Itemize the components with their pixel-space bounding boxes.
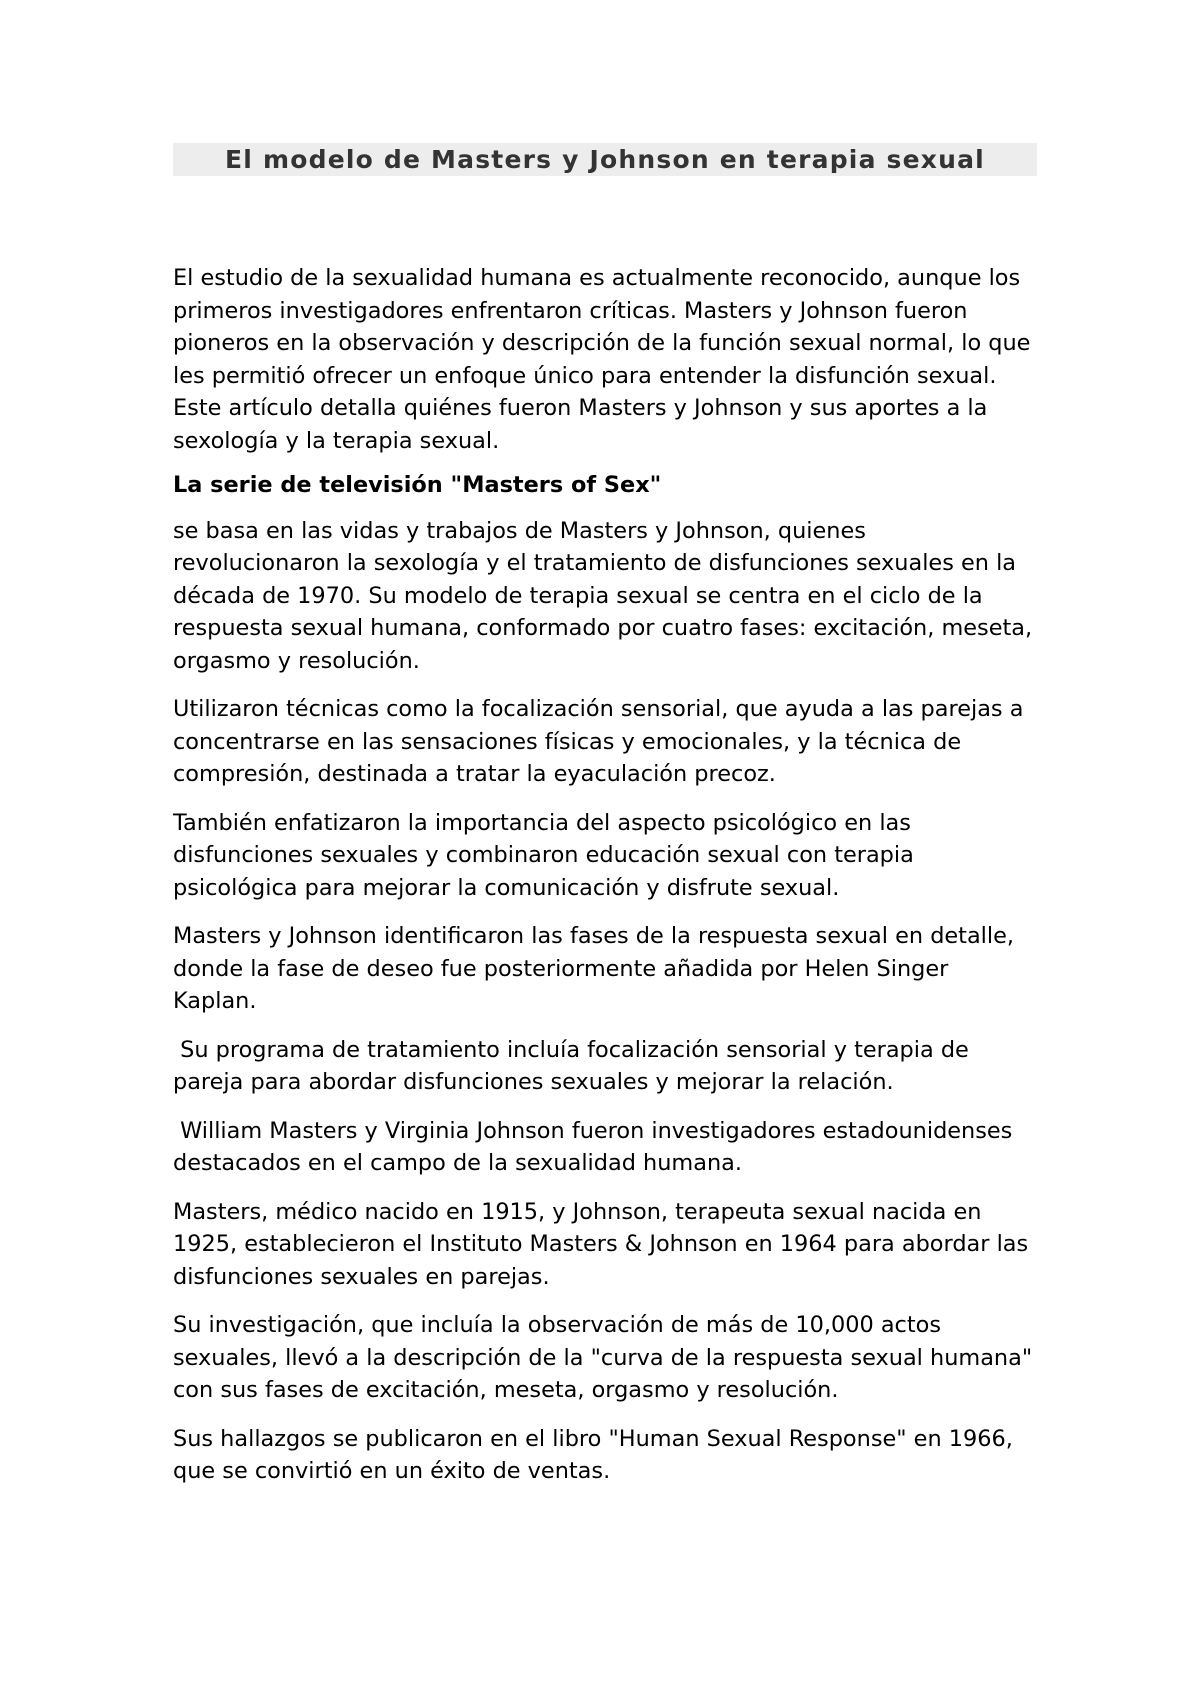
intro-paragraph: El estudio de la sexualidad humana es actualmente reconocido, aunque los primeros investigadores enfrentaron críticas. Masters y Johnson fueron pioneros en la observación y descripción de la función sexual normal, lo que les permitió ofrecer un enfoque único para entender la disfunción sexual. Este artículo detalla quiénes fueron Masters y Johnson y sus aportes a la sexología y la terapia sexual.	[173, 265, 1038, 454]
body-paragraph: Masters y Johnson identificaron las fases de la respuesta sexual en detalle, donde la fase de deseo fue posteriormente añadida por Helen Singer Kaplan.	[173, 923, 1022, 1014]
body-paragraph: Utilizaron técnicas como la focalización sensorial, que ayuda a las parejas a concentrarse en las sensaciones físicas y emocionales, y la técnica de compresión, destinada a tratar la eyaculación precoz.	[173, 696, 1031, 787]
body-paragraph: Su investigación, que incluía la observación de más de 10,000 actos sexuales, llevó a la descripción de la "curva de la respuesta sexual humana" con sus fases de excitación, meseta, orgasmo y resolución.	[173, 1312, 1040, 1403]
title-bar	[173, 143, 1037, 176]
body-paragraph: También enfatizaron la importancia del aspecto psicológico en las disfunciones sexuales y combinaron educación sexual con terapia psicológica para mejorar la comunicación y disfrute sexual.	[173, 809, 921, 901]
document-body	[173, 262, 1040, 1488]
page-title: El modelo de Masters y Johnson en terapia sexual	[225, 145, 985, 174]
body-paragraph: se basa en las vidas y trabajos de Masters y Johnson, quienes revolucionaron la sexología y el tratamiento de disfunciones sexuales en la década de 1970. Su modelo de terapia sexual se centra en el ciclo de la respuesta sexual humana, conformado por cuatro fases: excitación, meseta, orgasmo y resolución.	[173, 517, 1040, 674]
document-page	[173, 143, 1040, 1504]
body-paragraph: Sus hallazgos se publicaron en el libro "Human Sexual Response" en 1966, que se convirtió en un éxito de ventas.	[173, 1425, 1020, 1484]
body-paragraph: Su programa de tratamiento incluía focalización sensorial y terapia de pareja para abordar disfunciones sexuales y mejorar la relación.	[173, 1036, 976, 1095]
section-subheading: La serie de televisión "Masters of Sex"	[173, 472, 662, 498]
body-paragraph: Masters, médico nacido en 1915, y Johnson, terapeuta sexual nacida en 1925, establecieron el Instituto Masters & Johnson en 1964 para abordar las disfunciones sexuales en parejas.	[173, 1198, 1036, 1290]
body-paragraph: William Masters y Virginia Johnson fueron investigadores estadounidenses destacados en el campo de la sexualidad humana.	[173, 1117, 1020, 1176]
